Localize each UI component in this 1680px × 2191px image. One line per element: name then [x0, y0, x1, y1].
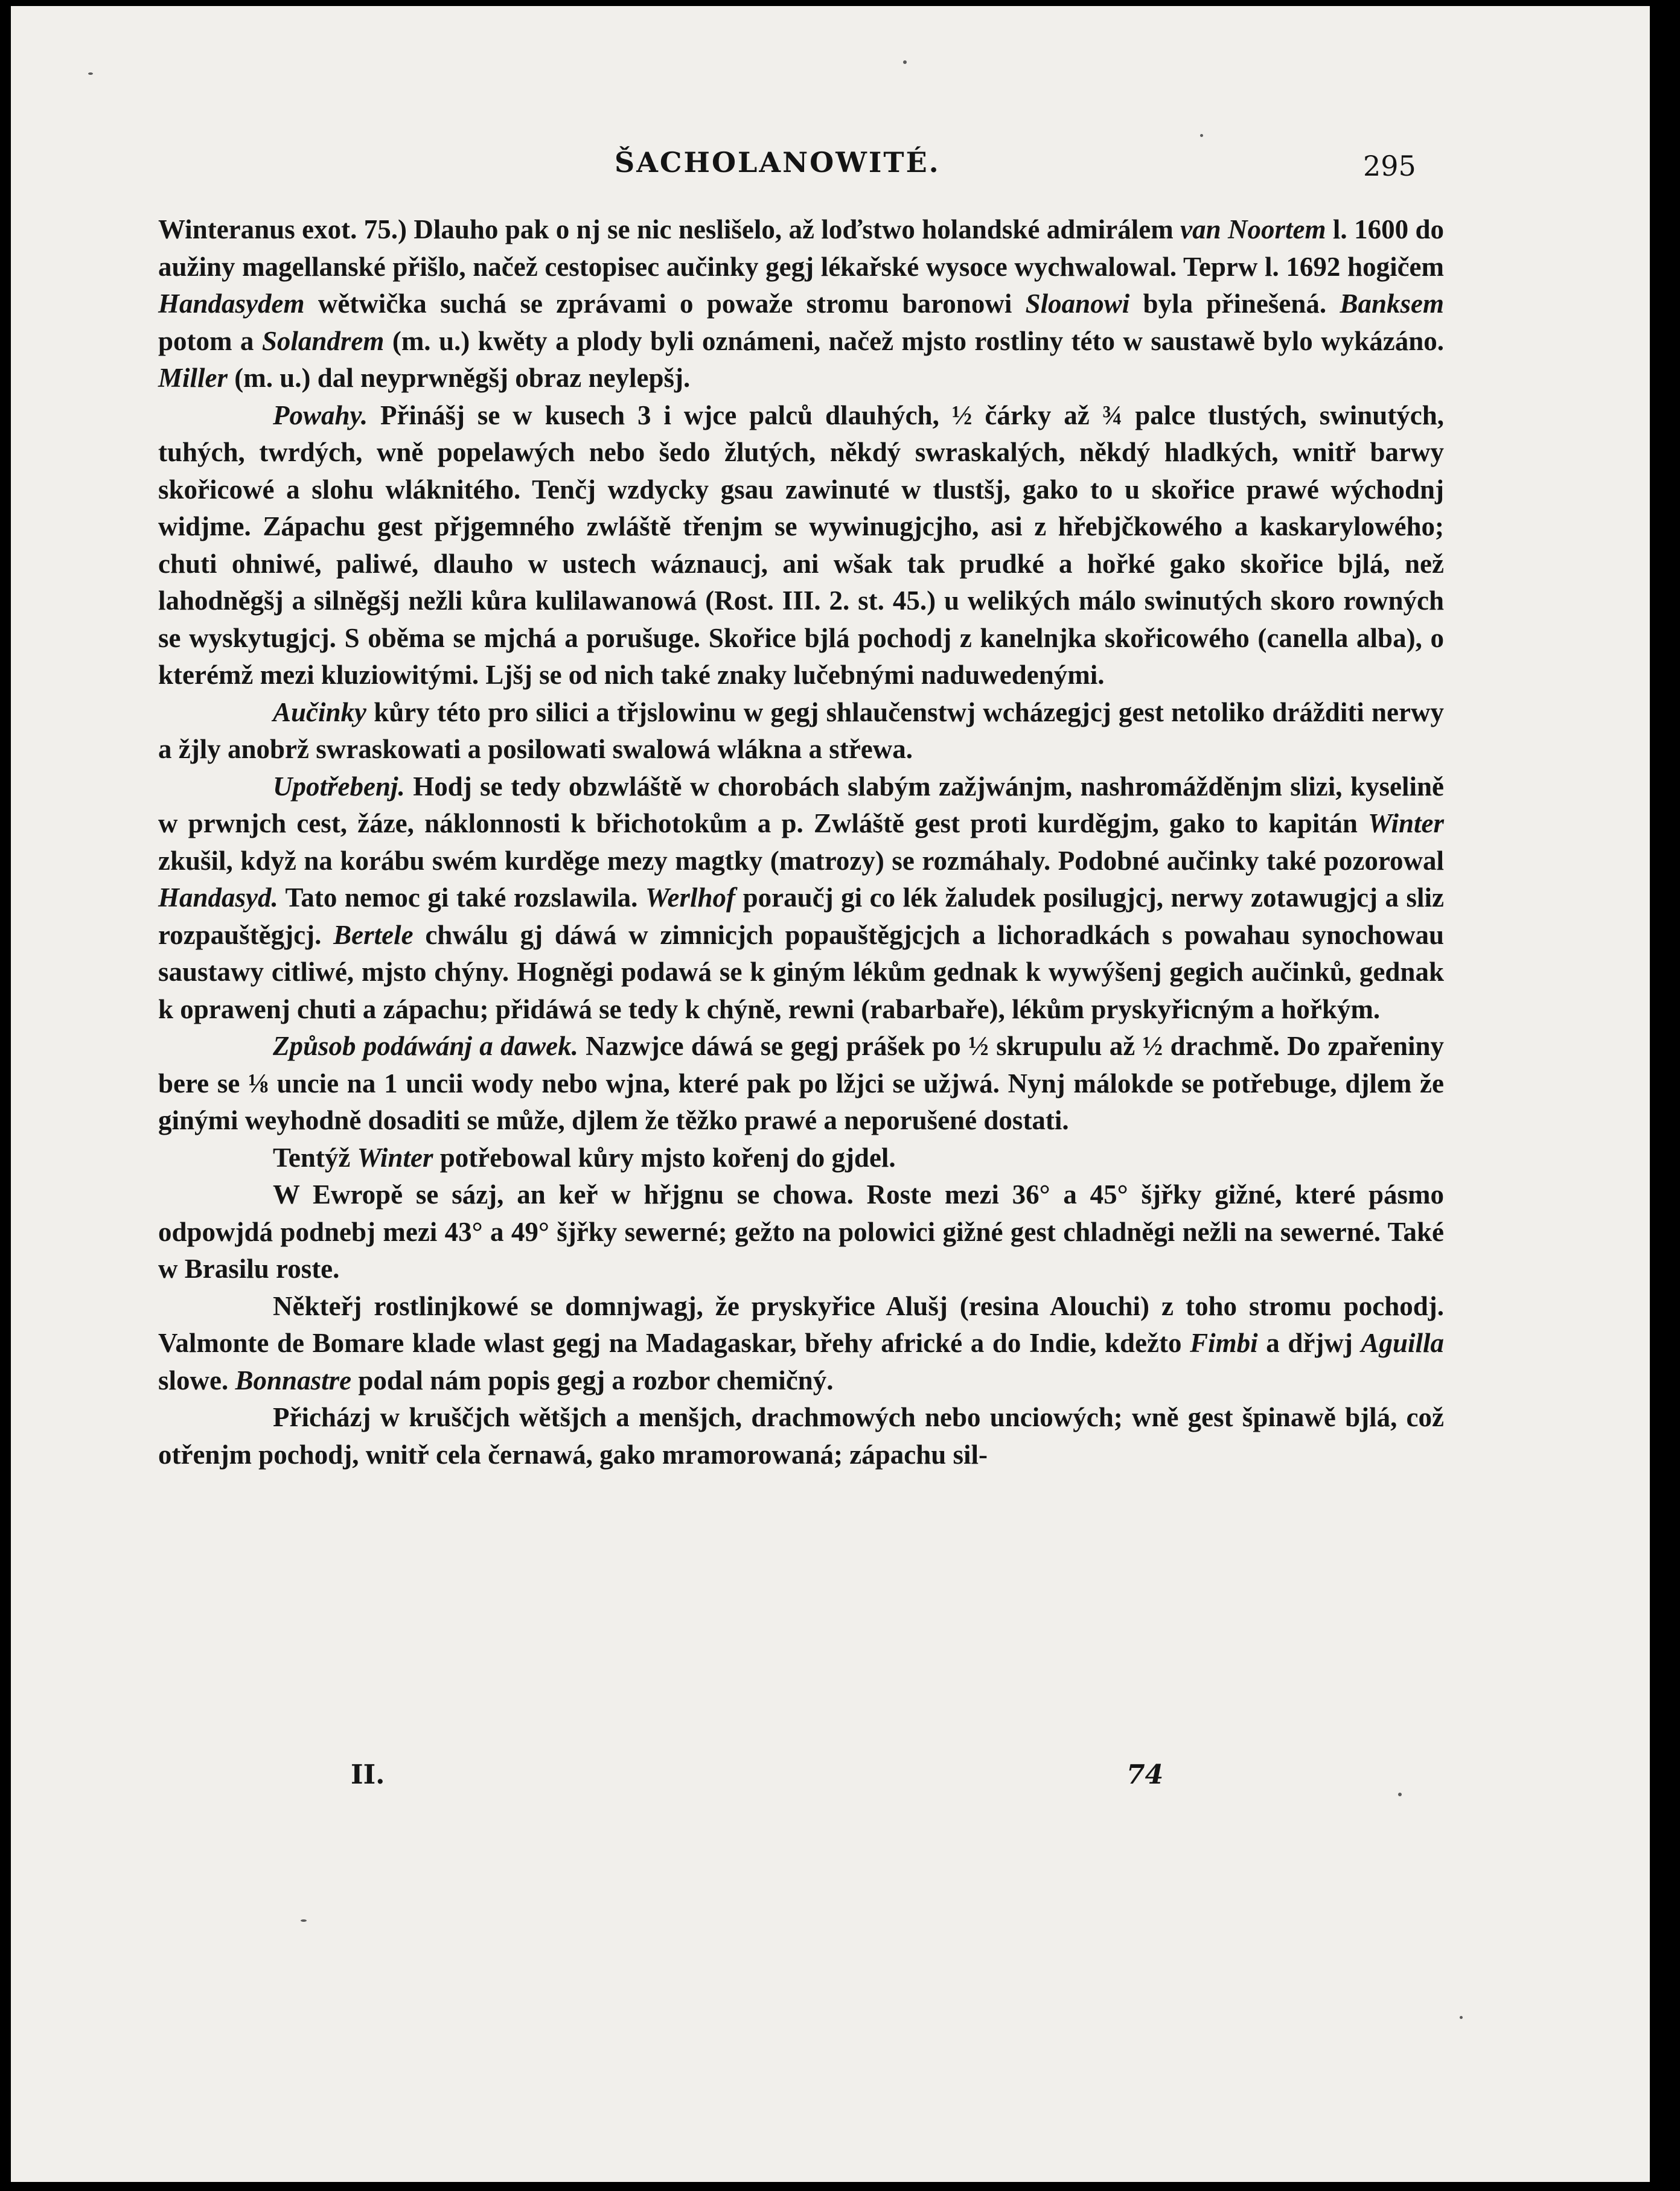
- paragraph-habitat: [158, 1176, 1444, 1288]
- text-run: Sloanowi: [1025, 289, 1130, 319]
- text-run: Přinášj se w kusech 3 i wjce palců dlauhých, ½ čárky až ¾ palce tlustých, swinutých, tuhých, twrdých, wně popelawých nebo šedo žlutých, někdý swraskalých, někdý hladkých, wnitř barwy skořicowé a slohu wláknitého. Tenčj wzdycky gsau zawinuté w tlustšj, gako to u skořice prawé wýchodnj widjme. Zápachu gest přjgemného zwláště třenjm se wywinugjcjho, asi z hřebjčkowého a kaskarylowého; chuti ohniwé, paliwé, dlauho w ustech wáznaucj, ani wšak tak prudké a hořké gako skořice bjlá, než lahodněgšj a silněgšj nežli kůra kulilawanowá (Rost. III. 2. st. 45.) u welikých málo swinutých skoro rowných se wyskytugjcj. S oběma se mjchá a porušuge. Skořice bjlá pochodj z kanelnjka skořicowého (canella alba), o kterémž mezi kluziowitými. Ljšj se od nich také znaky lučebnými naduwedenými.: [158, 400, 1444, 690]
- text-run: zkušil, když na korábu swém kurděge mezy magtky (matrozy) se rozmáhaly. Podobné aučinky také pozorowal: [158, 845, 1444, 876]
- text-run: Hodj se tedy obzwláště w chorobách slabým zažjwánjm, nashromážděnjm slizi, kyselině w prwnjch cest, žáze, náklonnosti k břichotokům a p. Zwláště gest proti kurděgjm, gako to kapitán: [158, 771, 1444, 838]
- signature-number: 74: [1126, 1759, 1164, 1790]
- text-run: Winteranus exot. 75.) Dlauho pak o nj se nic neslišelo, až loďstwo holandské admirálem: [158, 214, 1181, 244]
- text-run: Fimbi: [1190, 1328, 1258, 1358]
- signature-volume: II.: [351, 1759, 385, 1790]
- text-run: Aguilla: [1361, 1328, 1445, 1358]
- text-run: Nazwjce dáwá se gegj prášek po ½ skrupulu až ½ drachmě. Do zpařeniny bere se ⅛ uncie na 1 uncii wody nebo wjna, které pak po lžjci se užjwá. Nynj málokde se potřebuge, djlem že ginými weyhodně dosaditi se může, djlem že těžko prawé a neporušené dostati.: [158, 1031, 1444, 1135]
- text-run: Přicházj w kruščjch wětšjch a menšjch, drachmowých nebo unciowých; wně gest špinawě bjlá, což otřenjm pochodj, wnitř cela černawá, gako mramorowaná; zápachu sil-: [158, 1402, 1444, 1470]
- paragraph-resin: [158, 1288, 1444, 1400]
- paragraph-history: [158, 211, 1444, 397]
- text-run: Solandrem: [261, 325, 385, 356]
- scan-speck: [301, 1919, 307, 1922]
- body-text: [158, 211, 1444, 1473]
- text-run: (m. u.) dal neyprwněgšj obraz neylepšj.: [228, 363, 691, 393]
- text-run: Tato nemoc gi také rozslawila.: [278, 882, 645, 913]
- text-run: slowe.: [158, 1365, 235, 1395]
- text-run: Werlhof: [645, 882, 736, 913]
- text-run: Handasydem: [158, 289, 305, 319]
- scan-speck: [1460, 2016, 1463, 2019]
- text-run: (m. u.) kwěty a plody byli oznámeni, načež mjsto rostliny této w saustawě bylo wykázáno.: [384, 325, 1444, 356]
- text-run: Někteřj rostlinjkowé se domnjwagj, že pryskyřice Alušj (resina Alouchi) z toho stromu pochodj. Valmonte de Bomare klade wlast gegj na Madagaskar, břehy africké a do Indie, kdežto: [158, 1290, 1444, 1358]
- text-run: W Ewropě se sázj, an keř w hřjgnu se chowa. Roste mezi 36° a 45° šjřky gižné, které pásmo odpowjdá podnebj mezi 43° a 49° šjřky sewerné; gežto na polowici gižné gest chladněgi nežli na sewerné. Také w Brasilu roste.: [158, 1179, 1444, 1284]
- text-run: podal nám popis gegj a rozbor chemičný.: [351, 1365, 834, 1395]
- paragraph-effects: [158, 694, 1444, 768]
- scan-speck: [88, 72, 93, 75]
- text-run: Miller: [158, 363, 228, 393]
- text-run: Bertele: [333, 919, 414, 950]
- text-run: van Noortem: [1180, 214, 1326, 244]
- text-run: Powahy.: [273, 400, 368, 430]
- text-run: Aučinky: [273, 697, 367, 727]
- scan-speck: [1398, 1793, 1402, 1796]
- text-run: Winter: [357, 1142, 433, 1173]
- text-run: Upotřebenj.: [273, 771, 405, 802]
- text-run: chwálu gj dáwá w zimnicjch popauštěgjcjch a lichoradkách s powahau synochowau saustawy citliwé, mjsto chýny. Hogněgi podawá se k giným lékům gednak k wywýšenj gegich aučinků, gednak k oprawenj chuti a zápachu; přidáwá se tedy k chýně, rewni (rabarbaře), lékům pryskyřicným a hořkým.: [158, 919, 1444, 1024]
- text-run: Banksem: [1340, 289, 1445, 319]
- page-footer: [11, 1759, 1650, 1796]
- text-run: Bonnastre: [235, 1365, 352, 1395]
- text-run: potom a: [158, 325, 262, 356]
- paragraph-properties: [158, 397, 1444, 694]
- text-run: l. 1600 do aužiny magellanské přišlo, načež cestopisec aučinky gegj lékařské wysoce wychwalowal. Teprw l. 1692 hogičem: [158, 214, 1444, 282]
- paragraph-description: [158, 1399, 1444, 1473]
- paragraph-usage: [158, 768, 1444, 1029]
- running-title: ŠACHOLANOWITÉ.: [615, 146, 941, 179]
- text-run: Tentýž: [273, 1142, 357, 1173]
- text-run: wětwička suchá se zprávami o powaže stromu baronowi: [304, 289, 1026, 319]
- book-page: [11, 6, 1650, 2182]
- page-header: [11, 146, 1650, 188]
- text-run: potřebowal kůry mjsto kořenj do gjdel.: [433, 1142, 896, 1173]
- text-run: kůry této pro silici a třjslowinu w gegj shlaučenstwj wcházegjcj gest netoliko drážditi nerwy a žjly anobrž swraskowati a posilowati swalowá wlákna a střewa.: [158, 697, 1444, 764]
- text-run: poraučj gi co lék žaludek posilugjcj, nerwy zotawugjcj a sliz rozpauštěgjcj.: [158, 882, 1444, 950]
- text-run: Způsob podáwánj a dawek.: [273, 1031, 578, 1061]
- paragraph-dosage: [158, 1028, 1444, 1140]
- text-run: Handasyd.: [158, 882, 278, 913]
- text-run: a dřjwj: [1257, 1328, 1361, 1358]
- scan-speck: [1200, 134, 1203, 137]
- text-run: byla přinešená.: [1129, 289, 1340, 319]
- scan-speck: [903, 60, 907, 64]
- paragraph-winter: [158, 1140, 1444, 1177]
- page-number: 295: [1363, 150, 1416, 182]
- text-run: Winter: [1368, 808, 1444, 838]
